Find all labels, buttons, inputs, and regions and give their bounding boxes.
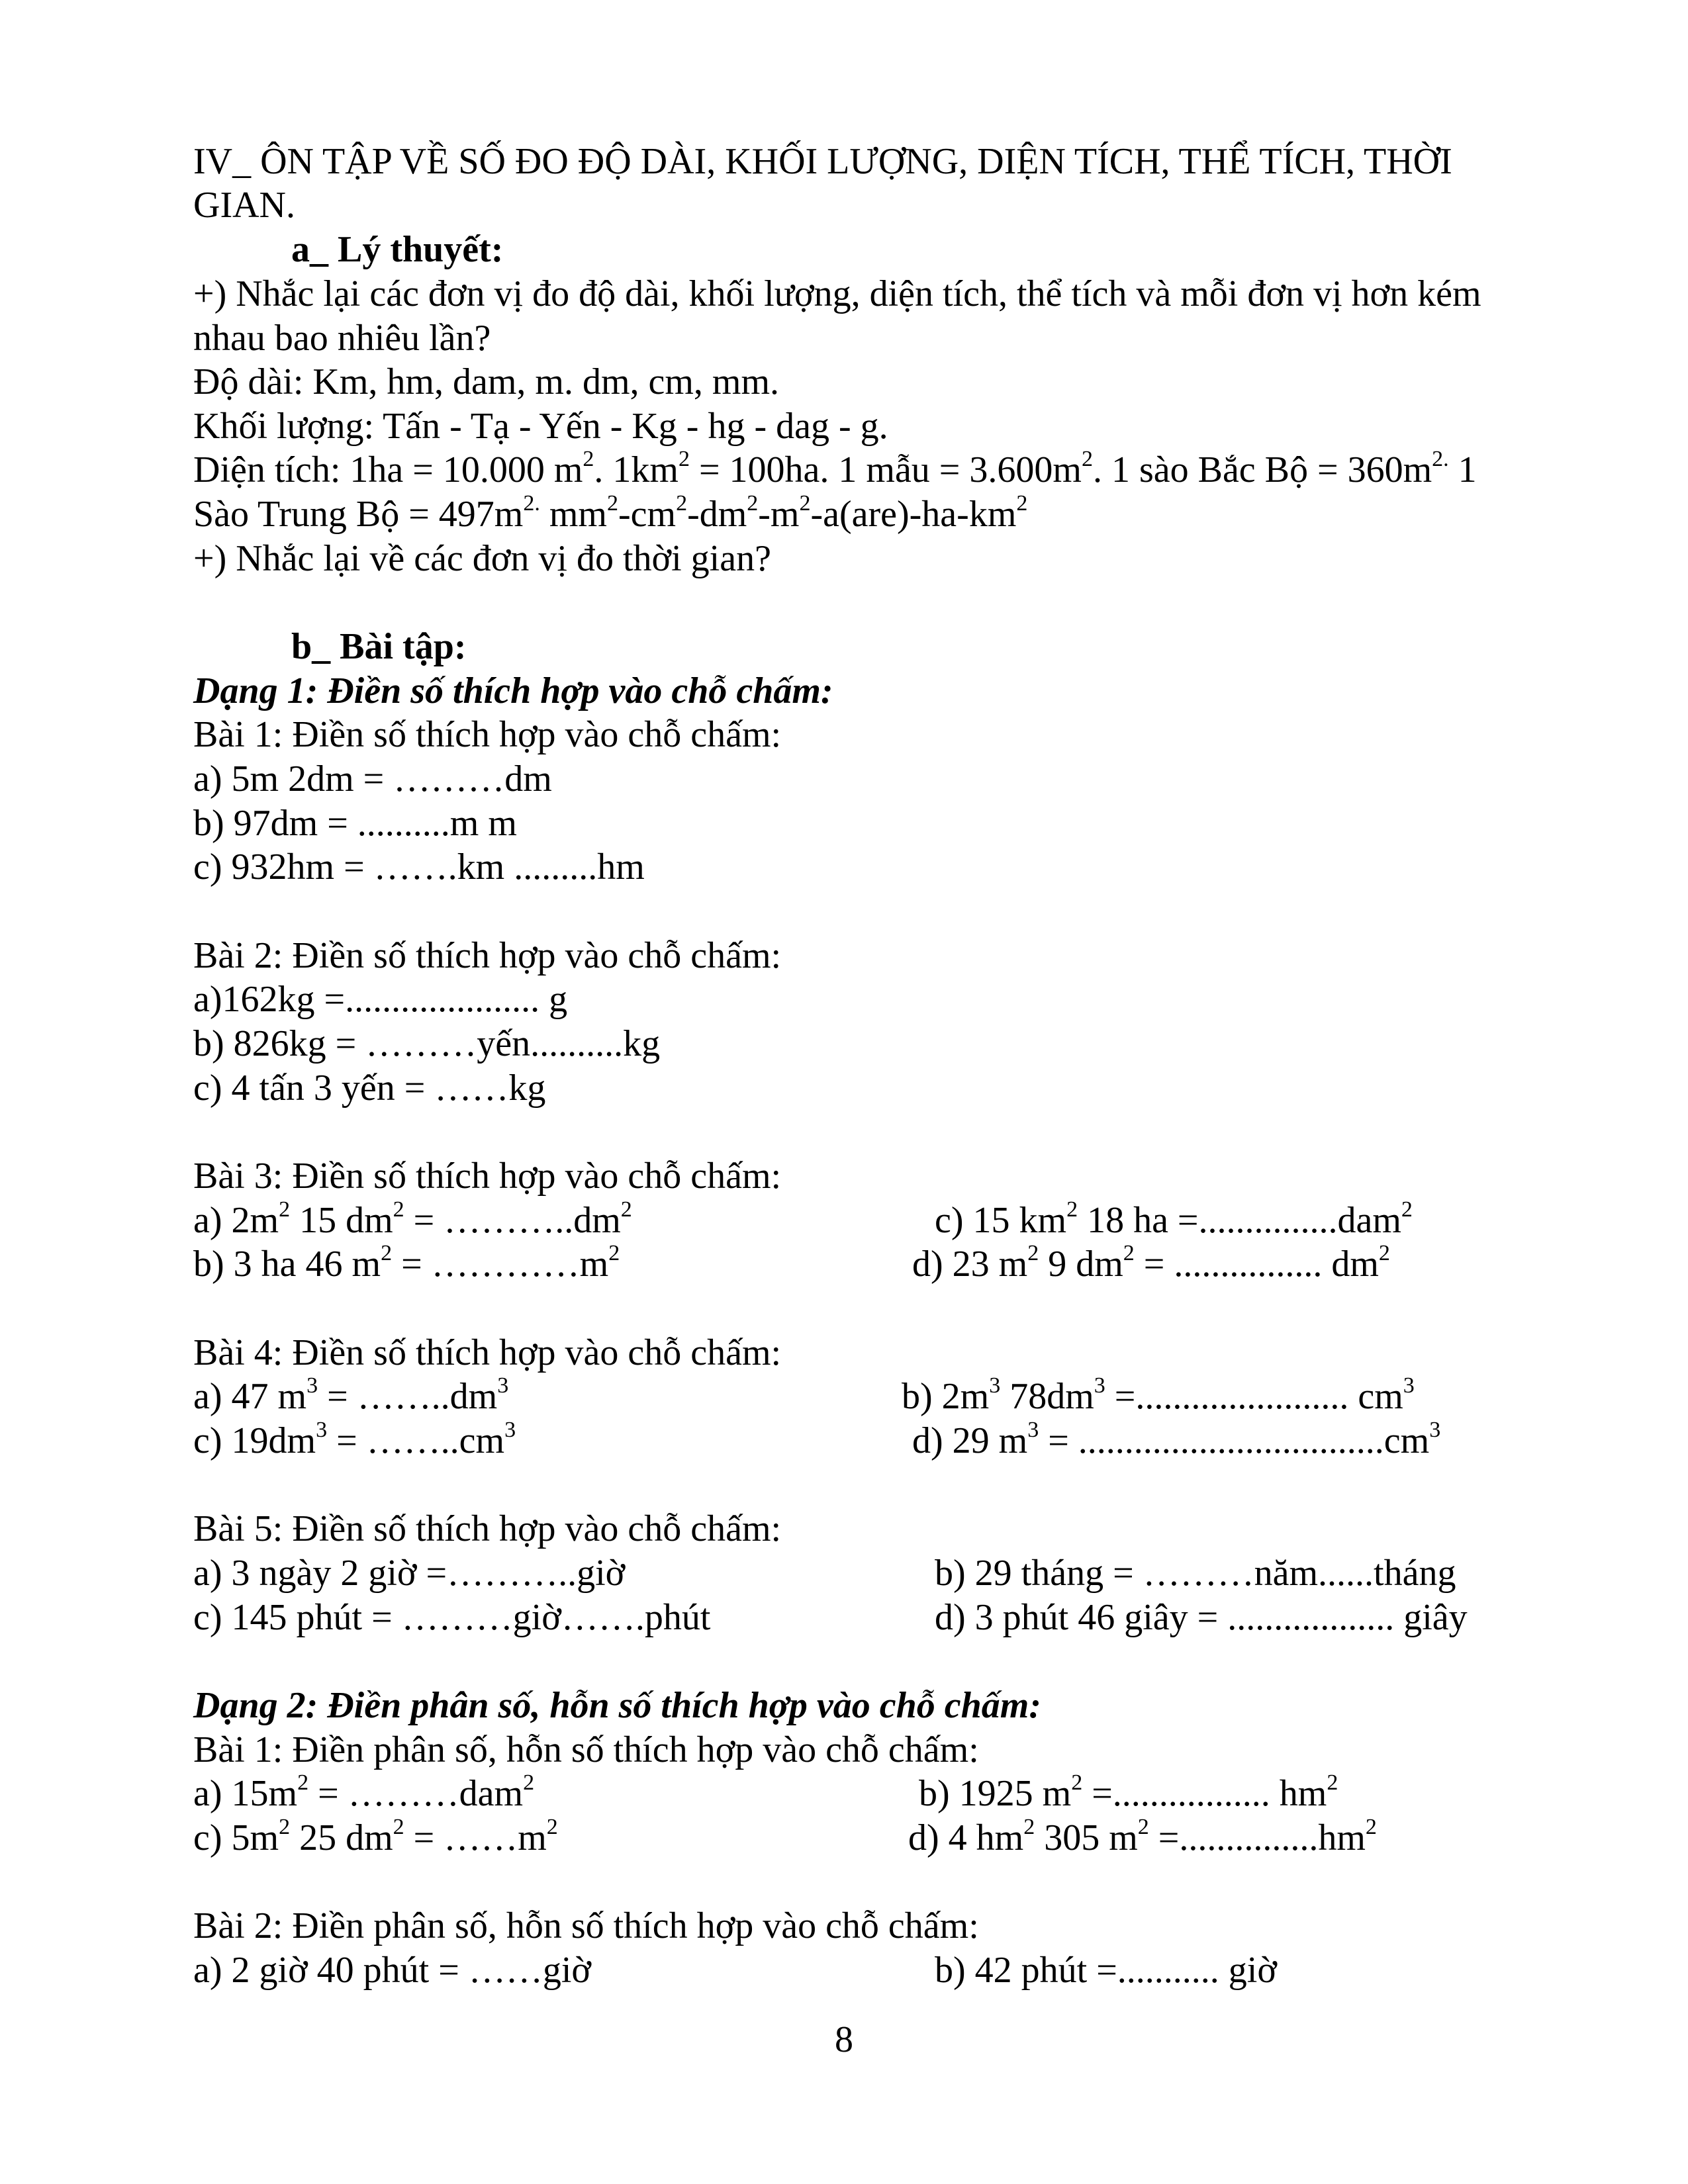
theory-question-2: +) Nhắc lại về các đơn vị đo thời gian? <box>193 538 771 579</box>
exercise-5-b: b) 29 tháng = ………năm......tháng <box>935 1553 1456 1594</box>
exercise-4-b: b) $2m^3$ $78dm^3$ =....................... $cm^3$ <box>902 1373 1415 1417</box>
exercise-3-a: a) $2m^2$ 15 $dm^2$ = $\dots\dots\dots..dm^2$ <box>193 1197 632 1241</box>
exercise-5-title: Bài 5: Điền số thích hợp vào chỗ chấm: <box>193 1508 782 1549</box>
type-2-exercise-1-d: d) 4 $hm^2$ 305 $m^2 =...............hm^2$ <box>908 1815 1377 1858</box>
exercise-5-a: a) 3 ngày 2 giờ =………..giờ <box>193 1553 626 1594</box>
exercise-3-d: d) 23 $m^2$ 9 $dm^2$ = ................ $dm^2$ <box>912 1241 1390 1285</box>
page-number: 8 <box>835 2019 853 2060</box>
type-2-exercise-1-b: b) 1925 $m^2$ =................. $hm^2$ <box>919 1770 1338 1814</box>
type-2-exercise-2-b: b) 42 phút =........... giờ <box>935 1950 1277 1991</box>
exercise-4-d: d) 29 $m^3 = .................................cm^3$ <box>912 1418 1441 1461</box>
exercise-4-a: a) 47 $m^3$ = $\dots\dots..dm^3$ <box>193 1373 509 1417</box>
exercise-3-c: c) 15 $km^2$ 18 ha =...............dam$^2$ <box>935 1197 1413 1241</box>
exercise-2-a: a)162kg =..................... g <box>193 979 568 1020</box>
exercises-heading: b_ Bài tập: <box>291 626 467 667</box>
type-2-exercise-1-c: c) $5m^2$ 25 $dm^2$ = $\dots\dots m^2$ <box>193 1815 558 1858</box>
exercise-4-title: Bài 4: Điền số thích hợp vào chỗ chấm: <box>193 1332 782 1373</box>
exercise-2-b: b) 826kg = ………yến..........kg <box>193 1023 661 1064</box>
type-2-exercise-2-title: Bài 2: Điền phân số, hỗn số thích hợp vào chỗ chấm: <box>193 1905 979 1946</box>
exercise-3-title: Bài 3: Điền số thích hợp vào chỗ chấm: <box>193 1156 782 1197</box>
theory-heading: a_ Lý thuyết: <box>291 229 504 270</box>
exercise-2-c: c) 4 tấn 3 yến = ……kg <box>193 1068 546 1109</box>
exercise-1-c: c) 932hm = …….km .........hm <box>193 846 645 887</box>
exercise-1-title: Bài 1: Điền số thích hợp vào chỗ chấm: <box>193 714 782 755</box>
section-title-line-2: GIAN. <box>193 185 295 226</box>
theory-question-1-line-2: nhau bao nhiêu lần? <box>193 318 491 359</box>
exercise-2-title: Bài 2: Điền số thích hợp vào chỗ chấm: <box>193 935 782 976</box>
area-units-line-1: Diện tích: 1ha = 10.000 $m^2$. $1km^2 = 100ha$. 1 mẫu = $3.600m^2$. 1 sào Bắc Bộ = $360m^{2.}$ 1 <box>193 447 1477 490</box>
type-2-exercise-1-a: a) $15m^2$ = ………dam$^2$ <box>193 1770 535 1814</box>
exercise-1-a: a) 5m 2dm = ………dm <box>193 758 552 799</box>
exercise-5-d: d) 3 phút 46 giây = .................. giây <box>935 1597 1468 1638</box>
type-1-heading: Dạng 1: Điền số thích hợp vào chỗ chấm: <box>193 670 833 711</box>
mass-units: Khối lượng: Tấn - Tạ - Yến - Kg - hg - dag - g. <box>193 406 888 447</box>
exercise-5-c: c) 145 phút = ………giờ…….phút <box>193 1597 711 1638</box>
length-units: Độ dài: Km, hm, dam, m. dm, cm, mm. <box>193 361 780 402</box>
type-2-exercise-2-a: a) 2 giờ 40 phút = ……giờ <box>193 1950 591 1991</box>
type-2-heading: Dạng 2: Điền phân số, hỗn số thích hợp vào chỗ chấm: <box>193 1685 1041 1726</box>
exercise-4-c: c) $19dm^3$ = $\dots\dots..cm^3$ <box>193 1418 516 1461</box>
exercise-3-b: b) 3 ha 46 $m^2$ = $\dots\dots\dots\dots m^2$ <box>193 1241 620 1285</box>
theory-question-1-line-1: +) Nhắc lại các đơn vị đo độ dài, khối lượng, diện tích, thể tích và mỗi đơn vị hơn kém <box>193 273 1481 314</box>
type-2-exercise-1-title: Bài 1: Điền phân số, hỗn số thích hợp vào chỗ chấm: <box>193 1729 979 1770</box>
area-units-line-2: Sào Trung Bộ = $497m^{2.}$ $mm^2-cm^2-dm^2-m^2-a(are)-ha-km^2$ <box>193 491 1028 535</box>
section-title-line-1: IV_ ÔN TẬP VỀ SỐ ĐO ĐỘ DÀI, KHỐI LƯỢNG, DIỆN TÍCH, THỂ TÍCH, THỜI <box>193 141 1452 182</box>
exercise-1-b: b) 97dm = ..........m m <box>193 803 517 844</box>
